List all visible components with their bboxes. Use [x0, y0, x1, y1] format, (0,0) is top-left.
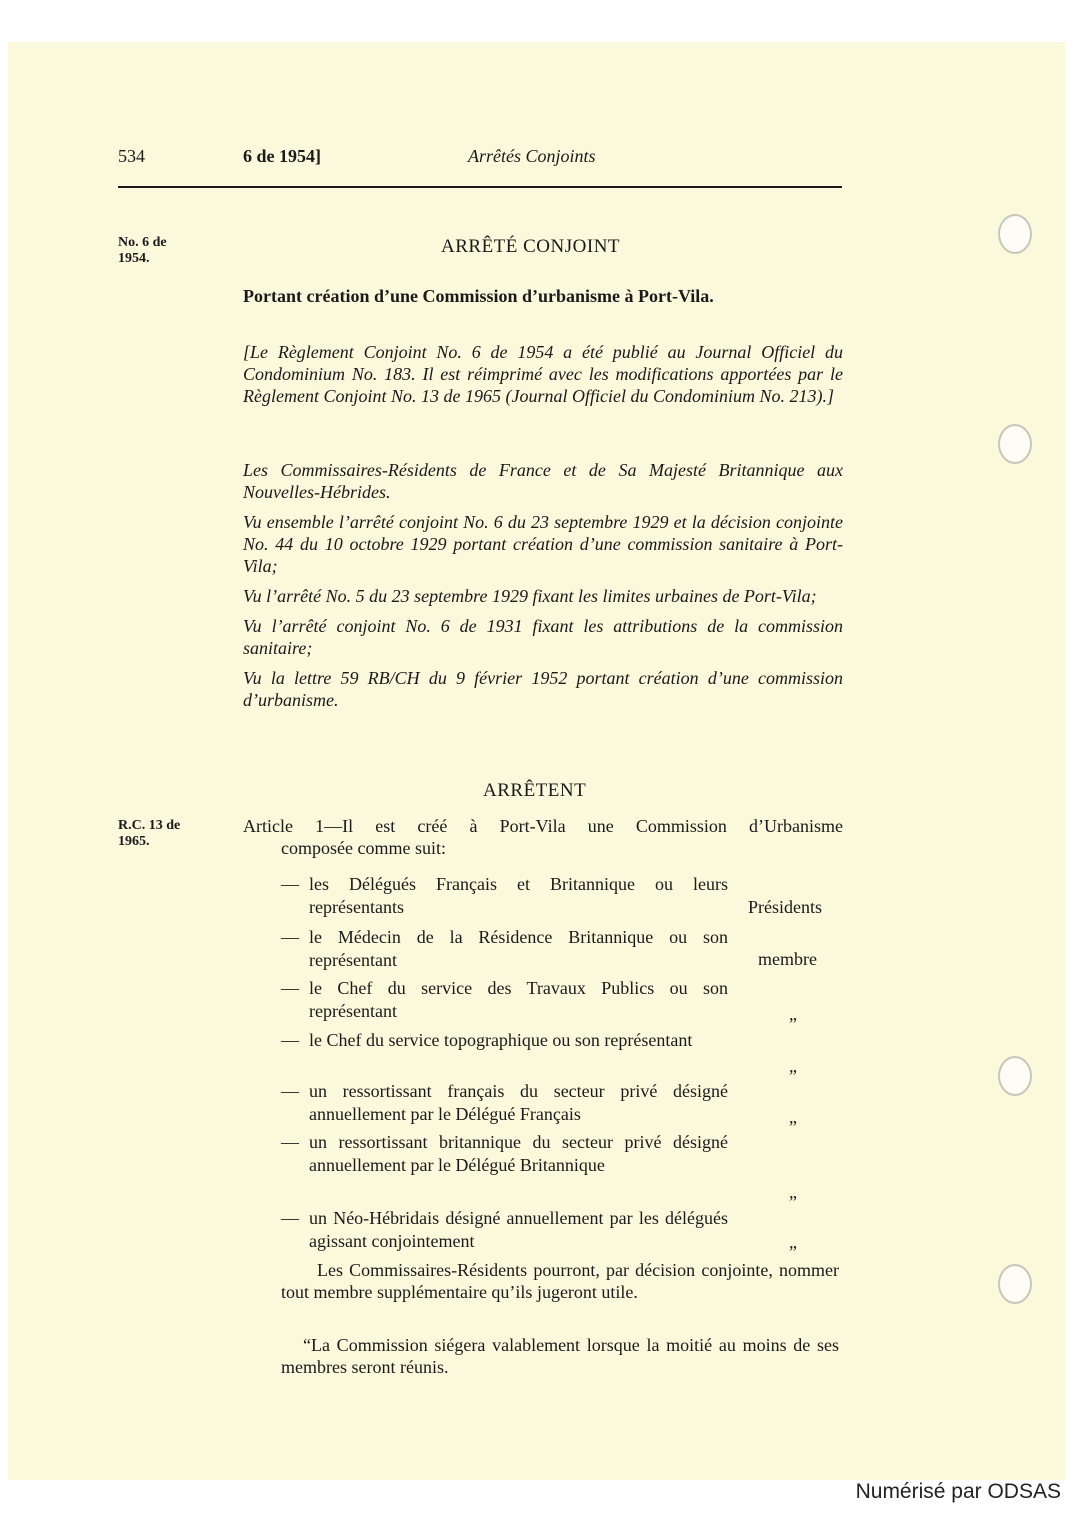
- decree-heading: ARRÊTENT: [483, 780, 587, 801]
- member-item: — un ressortissant français du secteur privé désigné annuellement par le Délégué Français: [281, 1081, 728, 1124]
- punch-hole: [998, 214, 1032, 254]
- punch-hole: [998, 424, 1032, 464]
- section-reference: 6 de 1954]: [243, 146, 321, 166]
- document-subtitle: Portant création d’une Commission d’urbanisme à Port-Vila.: [243, 286, 714, 306]
- member-item: — un Néo-Hébridais désigné annuellement par les délégués agissant conjointement: [281, 1208, 728, 1251]
- preamble-line: Vu l’arrêté No. 5 du 23 septembre 1929 fixant les limites urbaines de Port-Vila;: [243, 586, 817, 606]
- member-item: — les Délégués Français et Britannique ou leurs représentants: [281, 874, 728, 917]
- editorial-note: [Le Règlement Conjoint No. 6 de 1954 a été publié au Journal Officiel du Condominium No. 183. Il est réimprimé avec les modifications apportées par le Règlement Conjoint No. 13 de 1965 (Journal Officiel du Condominium No. 213).]: [243, 342, 843, 406]
- member-role: „: [789, 1004, 797, 1024]
- member-text: les Délégués Français et Britannique ou leurs représentants: [309, 874, 728, 917]
- punch-hole: [998, 1264, 1032, 1304]
- member-role: membre: [758, 949, 817, 969]
- preamble-line: Vu ensemble l’arrêté conjoint No. 6 du 23 septembre 1929 et la décision conjointe No. 44 du 10 octobre 1929 portant création d’une commission sanitaire à Port-Vila;: [243, 512, 843, 576]
- member-text: le Chef du service topographique ou son représentant: [309, 1030, 693, 1050]
- member-text: le Chef du service des Travaux Publics ou son représentant: [309, 978, 728, 1021]
- digitization-credit: Numérisé par ODSAS: [855, 1480, 1061, 1503]
- margin-note-amendment: R.C. 13 de 1965.: [118, 818, 181, 849]
- header-rule: [118, 186, 842, 188]
- member-role: „: [789, 1232, 797, 1252]
- article-1-intro-continued: composée comme suit:: [281, 838, 446, 858]
- preamble-line: Vu l’arrêté conjoint No. 6 de 1931 fixant les attributions de la commission sanitaire;: [243, 616, 843, 658]
- document-title: ARRÊTÉ CONJOINT: [441, 236, 621, 257]
- closing-paragraph: Les Commissaires-Résidents pourront, par décision conjointe, nommer tout membre supplémentaire qu’ils jugeront utile.: [281, 1260, 839, 1302]
- member-item: — le Chef du service des Travaux Publics ou son représentant: [281, 978, 728, 1021]
- member-item: — un ressortissant britannique du secteur privé désigné annuellement par le Délégué Britannique: [281, 1132, 728, 1175]
- punch-hole: [998, 1056, 1032, 1096]
- preamble-line: Vu la lettre 59 RB/CH du 9 février 1952 portant création d’une commission d’urbanisme.: [243, 668, 843, 710]
- member-item: — le Chef du service topographique ou son représentant: [281, 1029, 728, 1052]
- member-item: — le Médecin de la Résidence Britannique ou son représentant: [281, 927, 728, 970]
- member-role: „: [789, 1056, 797, 1076]
- closing-paragraph: “La Commission siégera valablement lorsque la moitié au moins de ses membres seront réunis.: [281, 1335, 839, 1377]
- member-role: „: [789, 1107, 797, 1127]
- member-text: un ressortissant français du secteur privé désigné annuellement par le Délégué Français: [309, 1081, 728, 1124]
- member-text: un ressortissant britannique du secteur privé désigné annuellement par le Délégué Britannique: [309, 1132, 728, 1175]
- running-title: Arrêtés Conjoints: [468, 146, 596, 166]
- page-number: 534: [118, 146, 145, 166]
- member-text: le Médecin de la Résidence Britannique ou son représentant: [309, 927, 728, 970]
- member-text: un Néo-Hébridais désigné annuellement par les délégués agissant conjointement: [309, 1208, 728, 1251]
- preamble: [243, 459, 843, 719]
- member-role: Présidents: [748, 897, 822, 917]
- margin-note-number: No. 6 de 1954.: [118, 235, 167, 266]
- article-1-intro: Article 1—Il est créé à Port-Vila une Commission d’Urbanisme: [243, 816, 843, 836]
- member-role: „: [789, 1182, 797, 1202]
- preamble-line: Les Commissaires-Résidents de France et de Sa Majesté Britannique aux Nouvelles-Hébrides.: [243, 460, 843, 502]
